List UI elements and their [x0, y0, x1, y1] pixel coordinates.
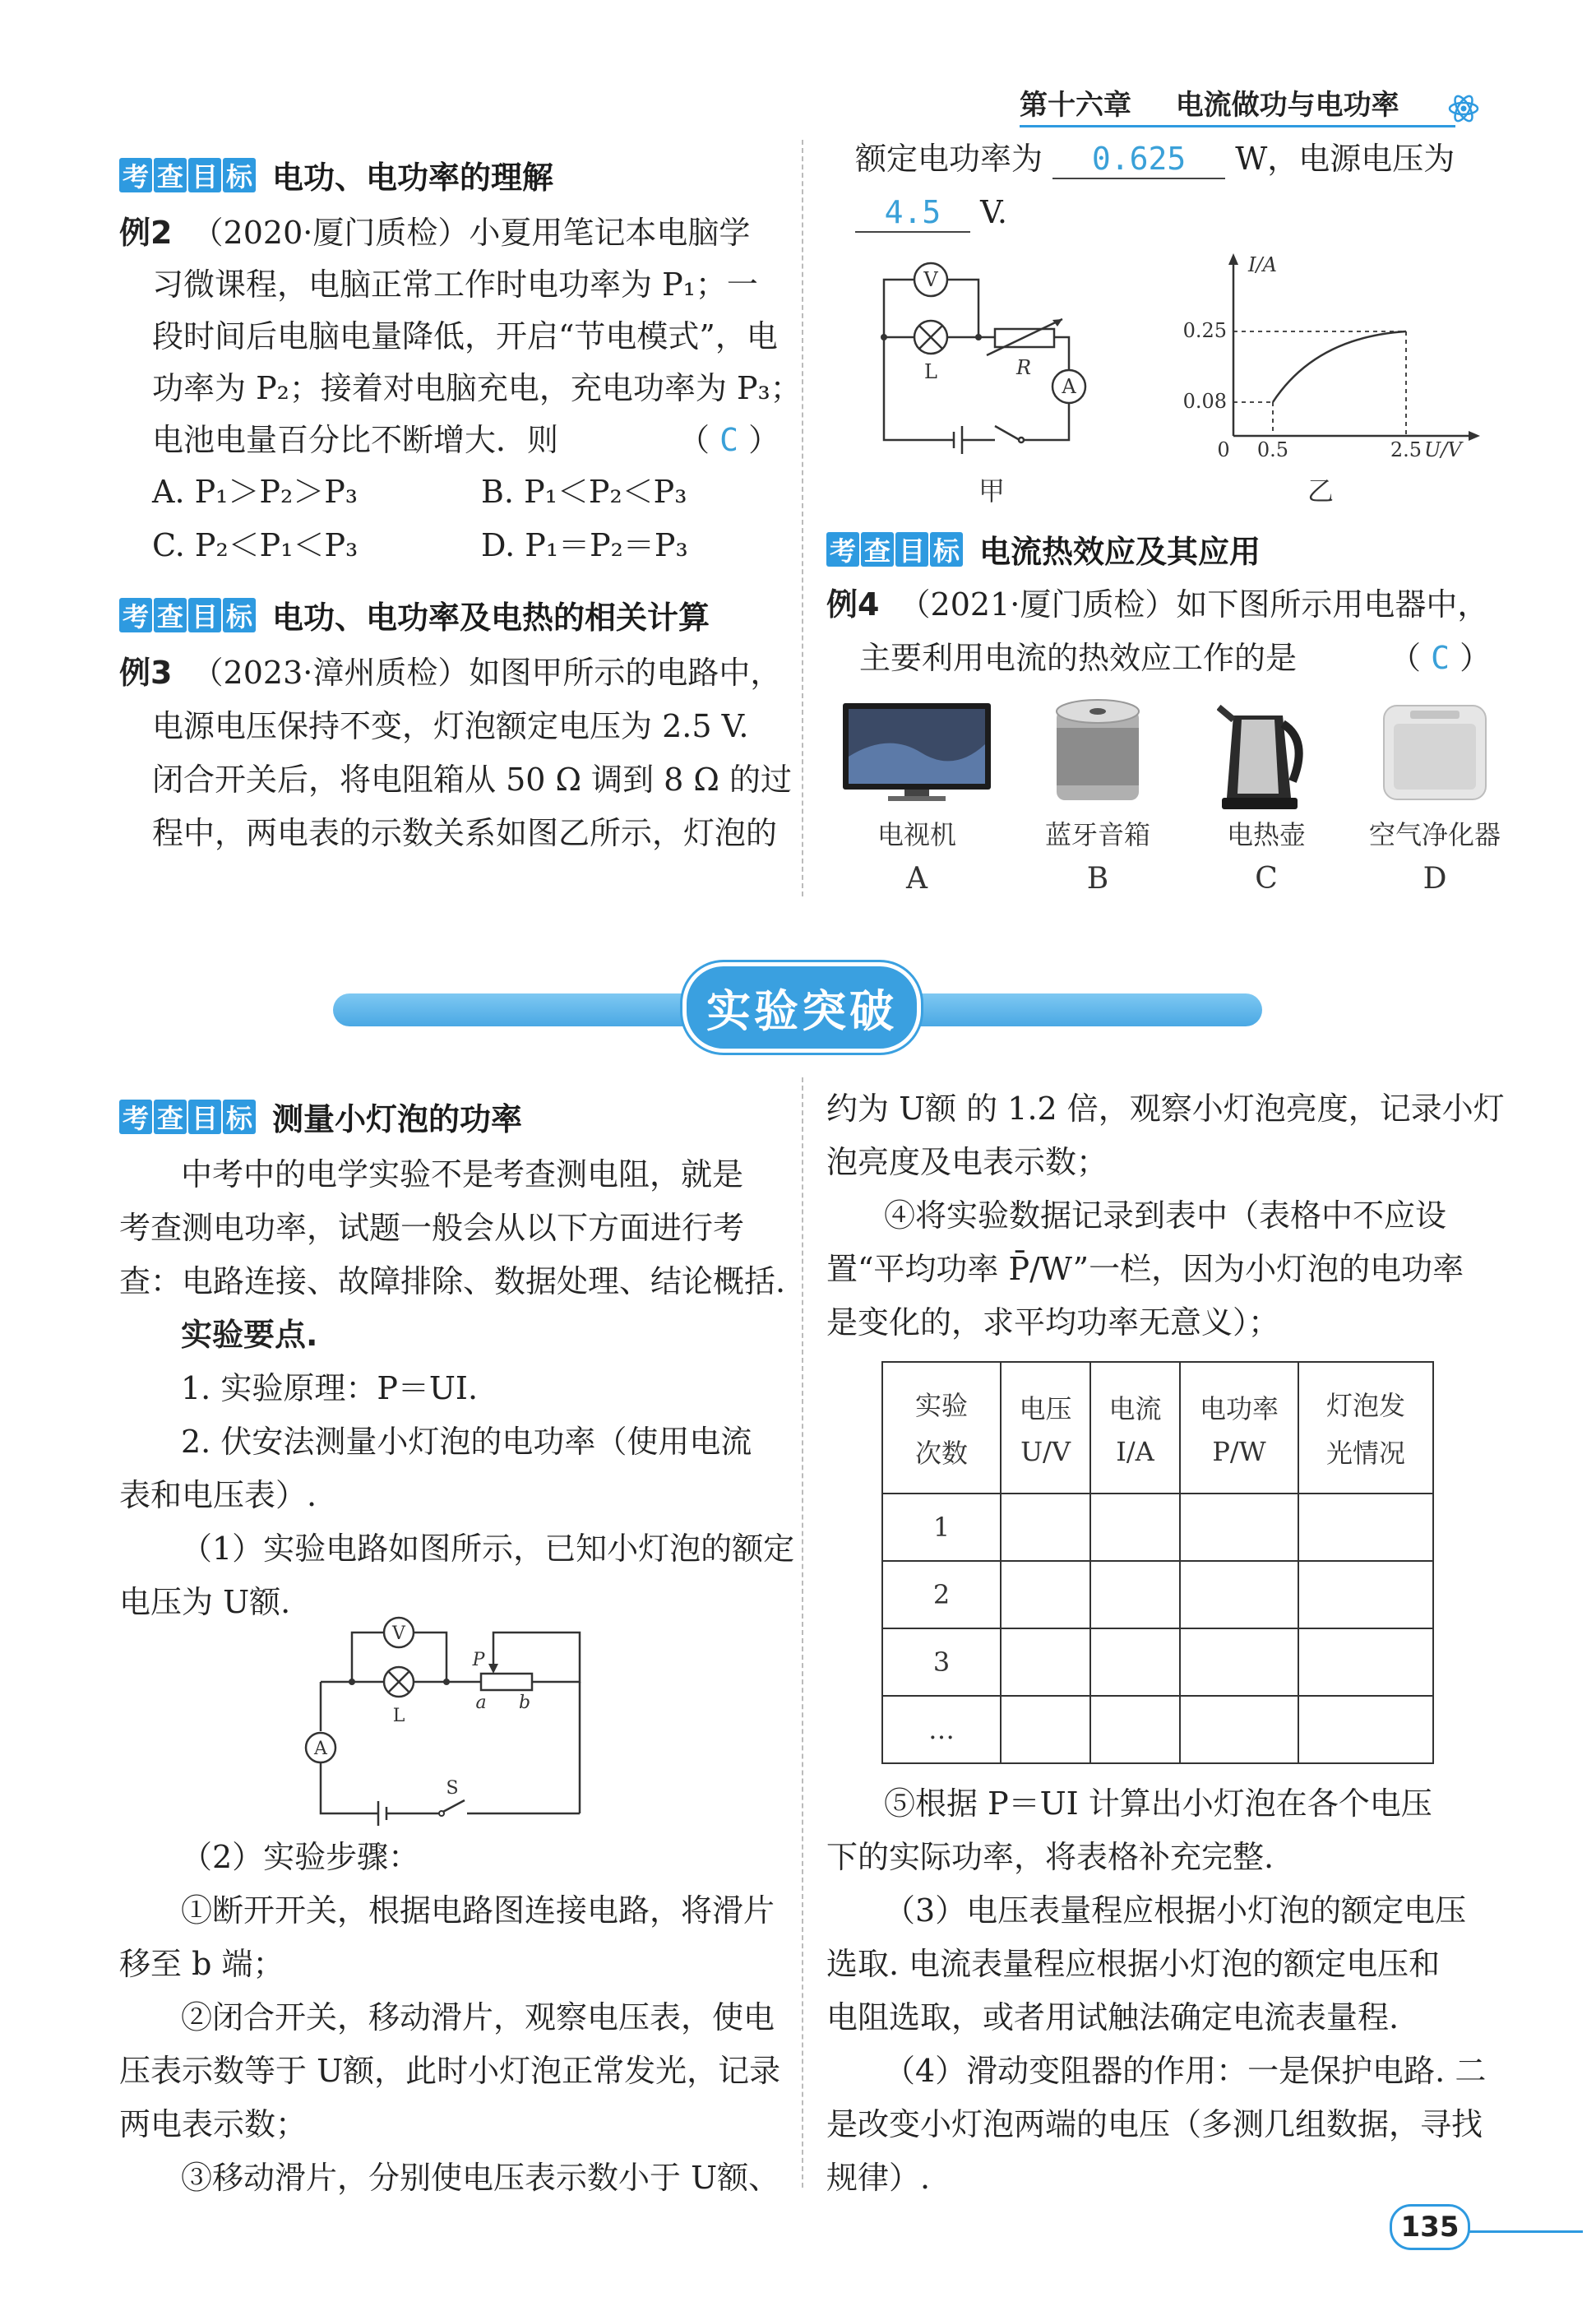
page-header	[1020, 82, 1399, 123]
page-number: 135	[1400, 2211, 1460, 2244]
voltmeter-label: V	[923, 268, 938, 291]
point-4-line: （4）滑动变阻器的作用：一是保护电路. 二	[884, 2053, 1487, 2089]
option-d: D. P₁＝P₂＝P₃	[481, 527, 688, 563]
appliance-letter: D	[1423, 862, 1447, 896]
tv-image	[839, 699, 995, 806]
x-tick: 0.5	[1256, 438, 1289, 461]
chapter-number: 第十六章	[1020, 89, 1131, 122]
section-title: 电功、电功率及电热的相关计算	[272, 600, 710, 636]
step-1-line: 移至 b 端；	[119, 1946, 285, 1982]
appliance-letter: A	[906, 862, 928, 896]
appliance-name: 空气净化器	[1368, 819, 1501, 850]
section-title: 电流热效应及其应用	[979, 534, 1261, 570]
step-2-line: 两电表示数；	[119, 2106, 308, 2142]
example-3-line: 电源电压保持不变，灯泡额定电压为 2.5 V.	[152, 708, 749, 744]
data-table	[881, 1361, 1434, 1764]
appliance-name: 蓝牙音箱	[1044, 819, 1150, 850]
step-2-line: ②闭合开关，移动滑片，观察电压表，使电	[181, 1999, 775, 2035]
section-tag-calculation	[119, 592, 710, 637]
section-title: 测量小灯泡的功率	[272, 1101, 523, 1137]
example-label: 例2	[119, 215, 173, 251]
experiment-circuit-diagram	[296, 1616, 592, 1830]
section-badge: 考 查 目 标	[826, 532, 965, 567]
table-header-row: 实验 次数 电压 U/V 电流 I/A 电功率 P/W 灯泡发 光情况	[882, 1362, 1433, 1494]
points-title: 实验要点.	[181, 1317, 318, 1353]
table-row: 3	[882, 1628, 1433, 1696]
slider-end-a: a	[475, 1693, 487, 1713]
point-3-line: 电压为 U额.	[119, 1584, 291, 1620]
step-5-line: 下的实际功率，将表格补充完整.	[826, 1839, 1274, 1875]
figure-label-yi: 乙	[1307, 475, 1335, 507]
example-2-line: 功率为 P₂；接着对电脑充电，充电功率为 P₃；	[152, 370, 802, 406]
x-tick: 0	[1217, 438, 1230, 461]
example-3-continued-line-1: 额定电功率为 0.625 W，电源电压为	[855, 140, 1455, 179]
point-3-line: （3）电压表量程应根据小灯泡的额定电压	[884, 1892, 1467, 1929]
appliance-name: 电视机	[877, 819, 956, 850]
example-4-line-2: 主要利用电流的热效应工作的是	[859, 640, 1298, 676]
point-2-line: 2. 伏安法测量小灯泡的电功率（使用电流	[181, 1424, 752, 1460]
appliance-letter: C	[1255, 862, 1278, 896]
air-purifier-image	[1377, 699, 1492, 806]
answer-blank-voltage: 4.5	[855, 193, 970, 233]
section-badge: 考 查 目 标	[119, 158, 257, 192]
electric-kettle-image	[1217, 691, 1316, 814]
intro-line: 查：电路连接、故障排除、数据处理、结论概括.	[119, 1263, 786, 1299]
column-divider	[802, 1077, 803, 2188]
section-badge: 考 查 目 标	[119, 1100, 257, 1134]
example-3-line-1: 例3 （2023·漳州质检）如图甲所示的电路中，	[119, 655, 782, 691]
steps-title: （2）实验步骤：	[181, 1839, 420, 1875]
atom-icon	[1447, 92, 1480, 125]
step-3-continued: 泡亮度及电表示数；	[826, 1144, 1108, 1180]
step-2-line: 压表示数等于 U额，此时小灯泡正常发光，记录	[119, 2053, 781, 2089]
step-4-line: 置“平均功率 P̄/W”一栏，因为小灯泡的电功率	[826, 1251, 1464, 1287]
example-4-line-1: 例4 （2021·厦门质检）如下图所示用电器中，	[826, 586, 1489, 623]
step-3-line: ③移动滑片，分别使电压表示数小于 U额、	[181, 2160, 780, 2196]
example-2-answer: （ C ）	[678, 422, 780, 458]
bluetooth-speaker-image	[1052, 695, 1143, 810]
chapter-title: 电流做功与电功率	[1175, 89, 1399, 122]
point-4-line: 是改变小灯泡两端的电压（多测几组数据，寻找	[826, 2106, 1483, 2142]
point-3-line: 选取. 电流表量程应根据小灯泡的额定电压和	[826, 1946, 1441, 1982]
switch-label: S	[446, 1778, 459, 1799]
y-tick: 0.25	[1182, 319, 1227, 342]
appliance-letter: B	[1086, 862, 1109, 896]
banner-title-box	[682, 962, 921, 1053]
example-4-answer: （ C ）	[1390, 640, 1492, 676]
page-number-rule	[1468, 2230, 1583, 2233]
table-row: …	[882, 1696, 1433, 1763]
step-5-line: ⑤根据 P＝UI 计算出小灯泡在各个电压	[884, 1785, 1432, 1822]
header-underline	[1020, 125, 1455, 127]
slider-label: P	[472, 1650, 485, 1670]
section-tag-experiment	[119, 1094, 522, 1139]
ammeter-label: A	[1062, 375, 1076, 398]
step-3-continued: 约为 U额 的 1.2 倍，观察小灯泡亮度，记录小灯	[826, 1091, 1505, 1127]
iu-graph-yi	[1159, 247, 1488, 469]
resistor-label: R	[1015, 356, 1032, 379]
point-4-line: 规律）.	[826, 2160, 931, 2196]
y-tick: 0.08	[1182, 390, 1227, 413]
answer-blank-power: 0.625	[1052, 140, 1225, 179]
example-label: 例3	[119, 655, 173, 691]
section-title: 电功、电功率的理解	[272, 160, 554, 196]
voltmeter-label: V	[392, 1623, 405, 1644]
y-axis-label: I/A	[1248, 253, 1277, 276]
lamp-label: L	[392, 1706, 405, 1726]
circuit-diagram-jia	[872, 247, 1102, 461]
example-label: 例4	[826, 586, 880, 623]
intro-line: 考查测电功率，试题一般会从以下方面进行考	[119, 1210, 745, 1246]
section-badge: 考 查 目 标	[119, 598, 257, 632]
table-row: 2	[882, 1561, 1433, 1628]
lamp-label: L	[924, 360, 937, 383]
x-axis-label: U/V	[1424, 438, 1462, 461]
example-2-line-1: 例2 （2020·厦门质检）小夏用笔记本电脑学	[119, 215, 751, 251]
option-c: C. P₂＜P₁＜P₃	[152, 527, 359, 563]
step-1-line: ①断开开关，根据电路图连接电路，将滑片	[181, 1892, 775, 1929]
option-b: B. P₁＜P₂＜P₃	[481, 474, 687, 510]
section-tag-heating-effect	[826, 526, 1261, 572]
figure-label-jia: 甲	[978, 475, 1006, 507]
point-3-line: （1）实验电路如图所示，已知小灯泡的额定	[181, 1531, 795, 1567]
example-3-line: 闭合开关后，将电阻箱从 50 Ω 调到 8 Ω 的过	[152, 762, 793, 798]
example-3-line: 程中，两电表的示数关系如图乙所示，灯泡的	[152, 815, 778, 851]
option-a: A. P₁＞P₂＞P₃	[152, 474, 359, 510]
example-3-continued-line-2: 4.5 V.	[855, 193, 1007, 233]
example-2-line: 段时间后电脑电量降低，开启“节电模式”，电	[152, 318, 778, 354]
point-3-line: 电阻选取，或者用试触法确定电流表量程.	[826, 1999, 1399, 2035]
slider-end-b: b	[518, 1693, 531, 1713]
point-1: 1. 实验原理：P＝UI.	[181, 1370, 479, 1406]
step-4-line: ④将实验数据记录到表中（表格中不应设	[884, 1197, 1447, 1234]
section-tag-understanding	[119, 152, 553, 197]
x-tick: 2.5	[1390, 438, 1423, 461]
ammeter-label: A	[314, 1739, 327, 1759]
appliance-name: 电热壶	[1226, 819, 1306, 850]
table-row: 1	[882, 1494, 1433, 1561]
point-2-line: 表和电压表）.	[119, 1477, 317, 1513]
example-2-line: 习微课程，电脑正常工作时电功率为 P₁；一	[152, 266, 758, 303]
column-divider	[802, 140, 803, 896]
example-2-line: 电池电量百分比不断增大．则	[152, 422, 559, 458]
intro-line: 中考中的电学实验不是考查测电阻，就是	[181, 1156, 744, 1193]
step-4-line: 是变化的，求平均功率无意义）；	[826, 1304, 1280, 1341]
page-number-badge	[1390, 2204, 1470, 2250]
banner-title: 实验突破	[706, 984, 897, 1037]
